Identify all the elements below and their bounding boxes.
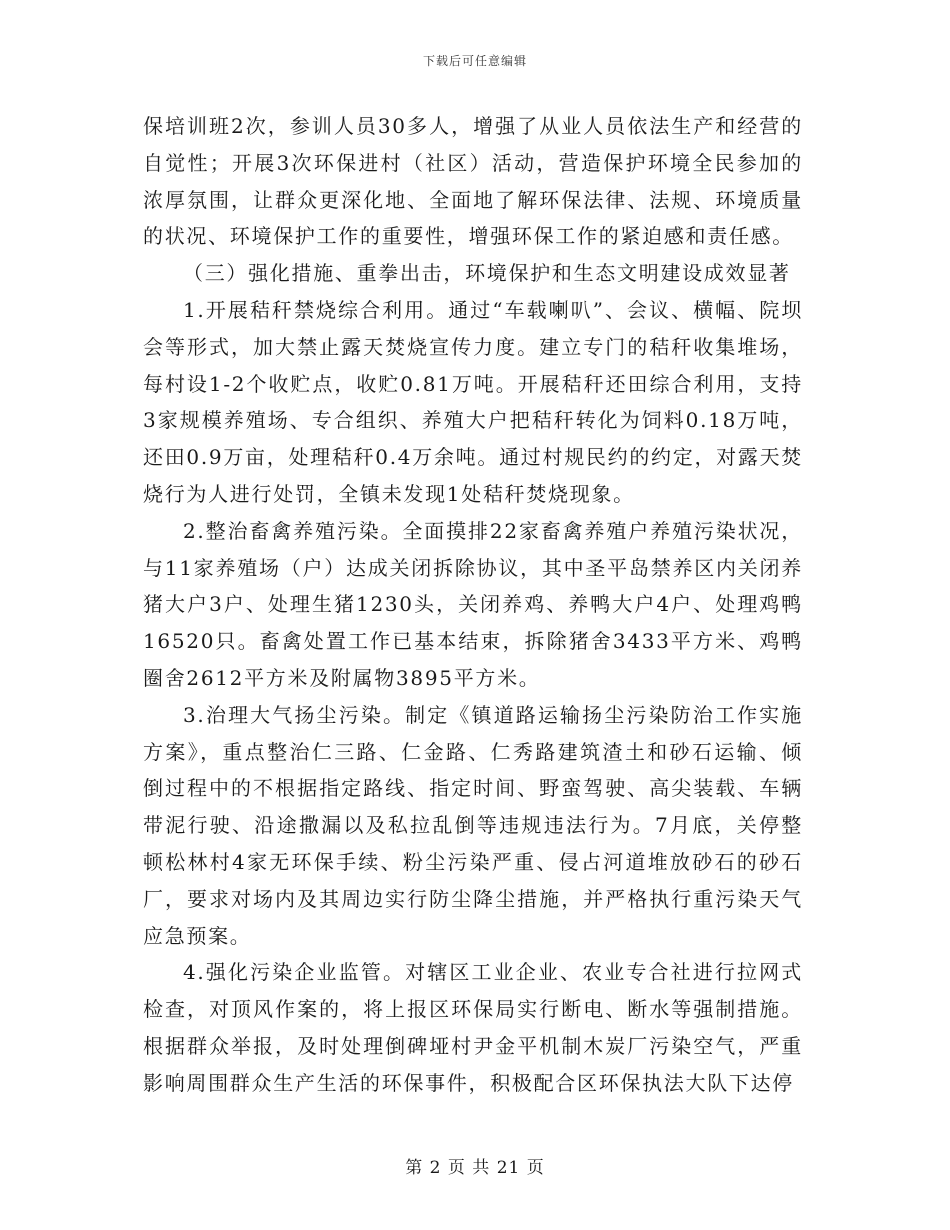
section-heading: （三）强化措施、重拳出击，环境保护和生态文明建设成效显著 [183, 261, 791, 286]
header-note: 下载后可任意编辑 [422, 54, 527, 68]
paragraph-straw-burning: 1.开展秸秆禁烧综合利用。通过“车载喇叭”、会议、横幅、院坝会等形式，加大禁止露天焚烧宣传力度。建立专门的秸秆收集堆场，每村设1-2个收贮点，收贮0.81万吨。开展秸秆还田综合利用，支持3家规模养殖场、专合组织、养殖大户把秸秆转化为饲料0.18万吨，还田0.9万亩，处理秸秆0.4万余吨。通过村规民约的约定，对露天焚烧行为人进行处罚，全镇未发现1处秸秆焚烧现象。 [143, 297, 803, 506]
paragraph-enterprise-supervision: 4.强化污染企业监管。对辖区工业企业、农业专合社进行拉网式检查，对顶风作案的，将上报区环保局实行断电、断水等强制措施。根据群众举报，及时处理倒碑垭村尹金平机制木炭厂污染空气，严重影响周围群众生产生活的环保事件，积极配合区环保执法大队下达停 [143, 960, 803, 1095]
paragraph-livestock-pollution: 2.整治畜禽养殖污染。全面摸排22家畜禽养殖户养殖污染状况，与11家养殖场（户）达成关闭拆除协议，其中圣平岛禁养区内关闭养猪大户3户、处理生猪1230头，关闭养鸡、养鸭大户4户、处理鸡鸭16520只。畜禽处置工作已基本结束，拆除猪舍3433平方米、鸡鸭圈舍2612平方米及附属物3895平方米。 [143, 518, 803, 690]
document-body [143, 108, 803, 1102]
paragraph-continued: 保培训班2次，参训人员30多人，增强了从业人员依法生产和经营的自觉性；开展3次环保进村（社区）活动，营造保护环境全民参加的浓厚氛围，让群众更深化地、全面地了解环保法律、法规、环境质量的状况、环境保护工作的重要性，增强环保工作的紧迫感和责任感。 [143, 114, 803, 249]
paragraph-dust-pollution: 3.治理大气扬尘污染。制定《镇道路运输扬尘污染防治工作实施方案》，重点整治仁三路、仁金路、仁秀路建筑渣土和砂石运输、倾倒过程中的不根据指定路线、指定时间、野蛮驾驶、高尖装载、车辆带泥行驶、沿途撒漏以及私拉乱倒等违规违法行为。7月底，关停整顿松林村4家无环保手续、粉尘污染严重、侵占河道堆放砂石的砂石厂，要求对场内及其周边实行防尘降尘措施，并严格执行重污染天气应急预案。 [143, 702, 803, 948]
page-number: 第 2 页 共 21 页 [405, 1158, 545, 1178]
